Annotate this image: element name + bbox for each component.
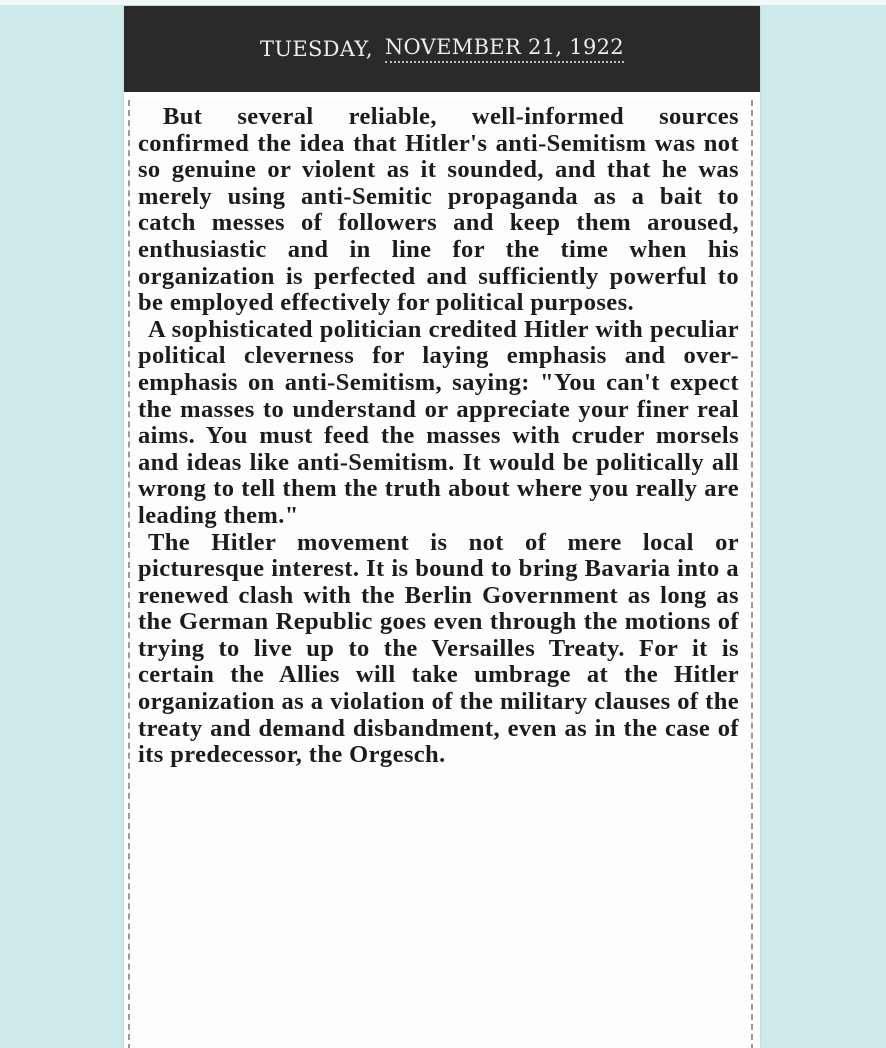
article-paragraph-1: But several reliable, well-informed sources confirmed the idea that Hitler's anti-Semitism was not so genuine or violent as it sounded, and that he was merely using anti-Semitic propaganda as a bait to catch messes of followers and keep them aroused, enthusiastic and in line for the time when his organization is perfected and sufficiently powerful to be employed effectively for political purposes. (138, 103, 739, 317)
page-top-strip (0, 0, 886, 5)
date-weekday: TUESDAY, (260, 37, 373, 61)
article-paragraph-2: A sophisticated politician credited Hitler with peculiar political cleverness for laying emphasis and over-emphasis on anti-Semitism, saying: "You can't expect the masses to understand or appreciate your finer real aims. You must feed the masses with cruder morsels and ideas like anti-Semitism. It would be politically all wrong to tell them the truth about where you really are leading them." (138, 315, 739, 529)
date-link[interactable]: NOVEMBER 21, 1922 (385, 35, 624, 63)
date-header (124, 6, 760, 92)
article-paragraph-3: The Hitler movement is not of mere local or picturesque interest. It is bound to bring Bavaria into a renewed clash with the Berlin Government as long as the German Republic goes even through the motions of trying to live up to the Versailles Treaty. For it is certain the Allies will take umbrage at the Hitler organization as a violation of the military clauses of the treaty and demand disbandment, even as in the case of its predecessor, the Orgesch. (138, 528, 739, 769)
newspaper-clipping (124, 6, 760, 1048)
article-column (128, 100, 753, 1048)
